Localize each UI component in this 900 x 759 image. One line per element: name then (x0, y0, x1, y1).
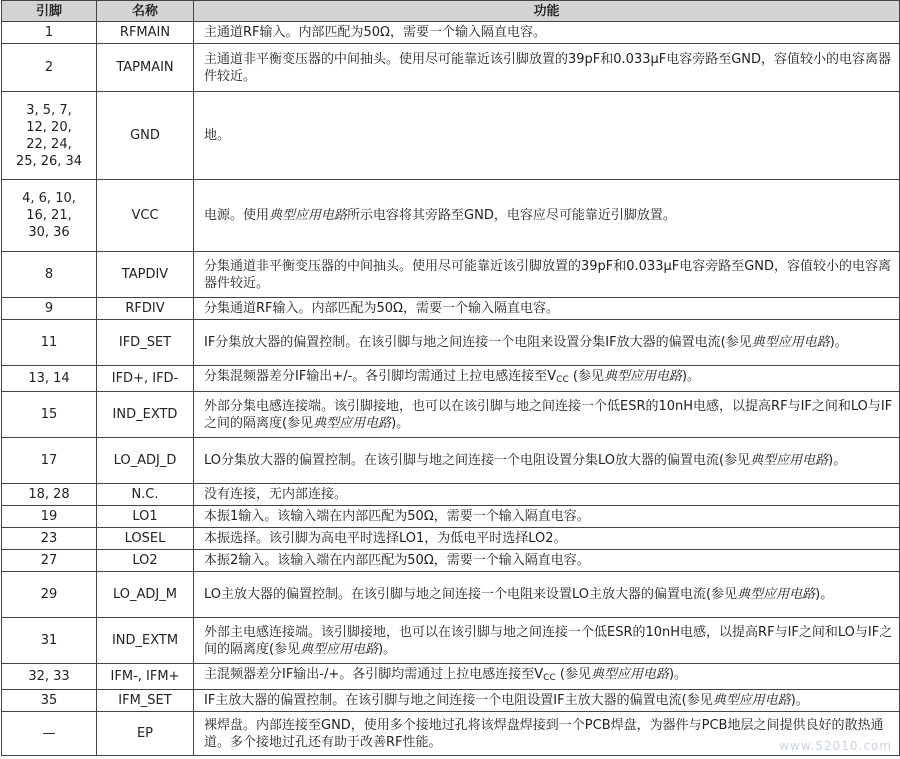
pin-function (194, 366, 900, 392)
pin-name: LO2 (97, 550, 194, 572)
table-row (2, 320, 900, 366)
desc-text: )。 (391, 415, 410, 431)
pin-name: VCC (97, 180, 194, 252)
pin-function: 本振1输入。该输入端在内部匹配为50Ω，需要一个输入隔直电容。 (194, 506, 900, 528)
desc-text: 外部分集电感连接端。该引脚接地，也可以在该引脚与地之间连接一个低ESR的10nH电感，以提高RF与IF之间和LO与IF之间的隔离度(参见 (204, 398, 893, 431)
desc-reference: 典型应用电路 (269, 208, 348, 223)
desc-reference: 典型应用电路 (313, 415, 392, 431)
table-row (2, 22, 900, 44)
pin-name: IND_EXTD (97, 392, 194, 438)
desc-text: 所示电容将其旁路至GND，电容应尽可能靠近引脚放置。 (347, 208, 676, 223)
pin-name: LOSEL (97, 528, 194, 550)
pin-number: 13, 14 (2, 366, 97, 392)
table-row (2, 712, 900, 756)
desc-text: 电源。使用 (204, 208, 270, 223)
desc-reference: 典型应用电路 (603, 369, 682, 384)
desc-text: IF分集放大器的偏置控制。在该引脚与地之间连接一个电阻来设置分集IF放大器的偏置电流(参见 (204, 335, 752, 350)
table-row (2, 484, 900, 506)
vcc-subscript: CC (556, 375, 569, 385)
desc-text: )。 (828, 453, 847, 468)
pin-function: 主通道非平衡变压器的中间抽头。使用尽可能靠近该引脚放置的39pF和0.033μF电容旁路至GND，容值较小的电容离器件较近。 (194, 44, 900, 92)
pin-number: 27 (2, 550, 97, 572)
desc-reference: 典型应用电路 (590, 667, 669, 682)
header-function: 功能 (194, 1, 900, 22)
desc-text: LO分集放大器的偏置控制。在该引脚与地之间连接一个电阻设置分集LO放大器的偏置电流(参见 (204, 453, 751, 468)
table-row (2, 298, 900, 320)
pin-number: 23 (2, 528, 97, 550)
pin-number: 32, 33 (2, 664, 97, 690)
pin-description-table (1, 0, 900, 756)
vcc-subscript: CC (543, 673, 556, 683)
table-row (2, 44, 900, 92)
pin-function (194, 618, 900, 664)
pin-function: 本振选择。该引脚为高电平时选择LO1，为低电平时选择LO2。 (194, 528, 900, 550)
pin-number: 35 (2, 690, 97, 712)
table-row (2, 506, 900, 528)
pin-name: IFM-, IFM+ (97, 664, 194, 690)
pin-function (194, 392, 900, 438)
pin-function: 没有连接，无内部连接。 (194, 484, 900, 506)
pin-function: 裸焊盘。内部连接至GND，使用多个接地过孔将该焊盘焊接到一个PCB焊盘，为器件与PCB地层之间提供良好的散热通道。多个接地过孔还有助于改善RF性能。 (194, 712, 900, 756)
pin-name: IFM_SET (97, 690, 194, 712)
pin-function (194, 180, 900, 252)
pin-number: 19 (2, 506, 97, 528)
header-name: 名称 (97, 1, 194, 22)
pin-number: 29 (2, 572, 97, 618)
pin-function (194, 690, 900, 712)
pin-number-text: 4, 6, 10, 16, 21, 30, 36 (22, 191, 76, 240)
pin-number-text: 3, 5, 7, 12, 20, 22, 24, 25, 26, 34 (15, 102, 83, 169)
desc-reference: 典型应用电路 (737, 587, 816, 602)
pin-function: 本振2输入。该输入端在内部匹配为50Ω，需要一个输入隔直电容。 (194, 550, 900, 572)
watermark: www.52010.com (779, 739, 892, 753)
desc-text: 分集混频器差分IF输出+/-。各引脚均需通过上拉电感连接至V (204, 369, 557, 384)
pin-name: RFMAIN (97, 22, 194, 44)
table-header-row (2, 1, 900, 22)
pin-name: EP (97, 712, 194, 756)
desc-text: (参见 (568, 369, 604, 384)
desc-text: 主混频器差分IF输出-/+。各引脚均需通过上拉电感连接至V (204, 667, 544, 682)
desc-text: IF主放大器的偏置控制。在该引脚与地之间连接一个电阻设置IF主放大器的偏置电流(参见 (204, 693, 713, 708)
pin-number: 11 (2, 320, 97, 366)
pin-name: RFDIV (97, 298, 194, 320)
table-row (2, 392, 900, 438)
pin-name: LO_ADJ_M (97, 572, 194, 618)
pin-function: 分集通道非平衡变压器的中间抽头。使用尽可能靠近该引脚放置的39pF和0.033μF电容旁路至GND，容值较小的电容离器件较近。 (194, 252, 900, 298)
table-row (2, 180, 900, 252)
pin-name: LO_ADJ_D (97, 438, 194, 484)
table-row (2, 618, 900, 664)
pin-number: — (2, 712, 97, 756)
pin-function (194, 320, 900, 366)
table-row (2, 366, 900, 392)
desc-text: )。 (378, 641, 397, 657)
pin-function: 地。 (194, 92, 900, 180)
pin-number: 9 (2, 298, 97, 320)
pin-number: 31 (2, 618, 97, 664)
desc-text: )。 (668, 667, 688, 682)
pin-name: GND (97, 92, 194, 180)
table-row (2, 572, 900, 618)
pin-number: 15 (2, 392, 97, 438)
desc-reference: 典型应用电路 (712, 693, 791, 708)
table-row (2, 438, 900, 484)
pin-name: TAPMAIN (97, 44, 194, 92)
desc-text: LO主放大器的偏置控制。在该引脚与地之间连接一个电阻来设置LO主放大器的偏置电流(参见 (204, 587, 738, 602)
desc-text: )。 (790, 693, 809, 708)
pin-function: 主通道RF输入。内部匹配为50Ω，需要一个输入隔直电容。 (194, 22, 900, 44)
pin-function (194, 664, 900, 690)
table-row (2, 92, 900, 180)
pin-number: 18, 28 (2, 484, 97, 506)
pin-number: 17 (2, 438, 97, 484)
pin-number: 1 (2, 22, 97, 44)
pin-name: TAPDIV (97, 252, 194, 298)
header-pin: 引脚 (2, 1, 97, 22)
pin-number (2, 92, 97, 180)
desc-text: (参见 (555, 667, 591, 682)
desc-reference: 典型应用电路 (300, 641, 379, 657)
desc-text: 外部主电感连接端。该引脚接地，也可以在该引脚与地之间连接一个低ESR的10nH电感，以提高RF与IF之间和LO与IF之间的隔离度(参见 (204, 624, 893, 657)
desc-reference: 典型应用电路 (751, 335, 830, 350)
desc-text: )。 (829, 335, 848, 350)
pin-number: 2 (2, 44, 97, 92)
table-row (2, 550, 900, 572)
pin-name: LO1 (97, 506, 194, 528)
desc-reference: 典型应用电路 (750, 453, 829, 468)
desc-text: )。 (681, 369, 701, 384)
pin-function (194, 572, 900, 618)
table-row (2, 690, 900, 712)
pin-name: N.C. (97, 484, 194, 506)
pin-function (194, 438, 900, 484)
pin-name: IND_EXTM (97, 618, 194, 664)
pin-number: 8 (2, 252, 97, 298)
table-row (2, 664, 900, 690)
pin-number (2, 180, 97, 252)
table-row (2, 252, 900, 298)
pin-name: IFD+, IFD- (97, 366, 194, 392)
pin-function: 分集通道RF输入。内部匹配为50Ω，需要一个输入隔直电容。 (194, 298, 900, 320)
desc-text: )。 (815, 587, 834, 602)
table-row (2, 528, 900, 550)
pin-name: IFD_SET (97, 320, 194, 366)
